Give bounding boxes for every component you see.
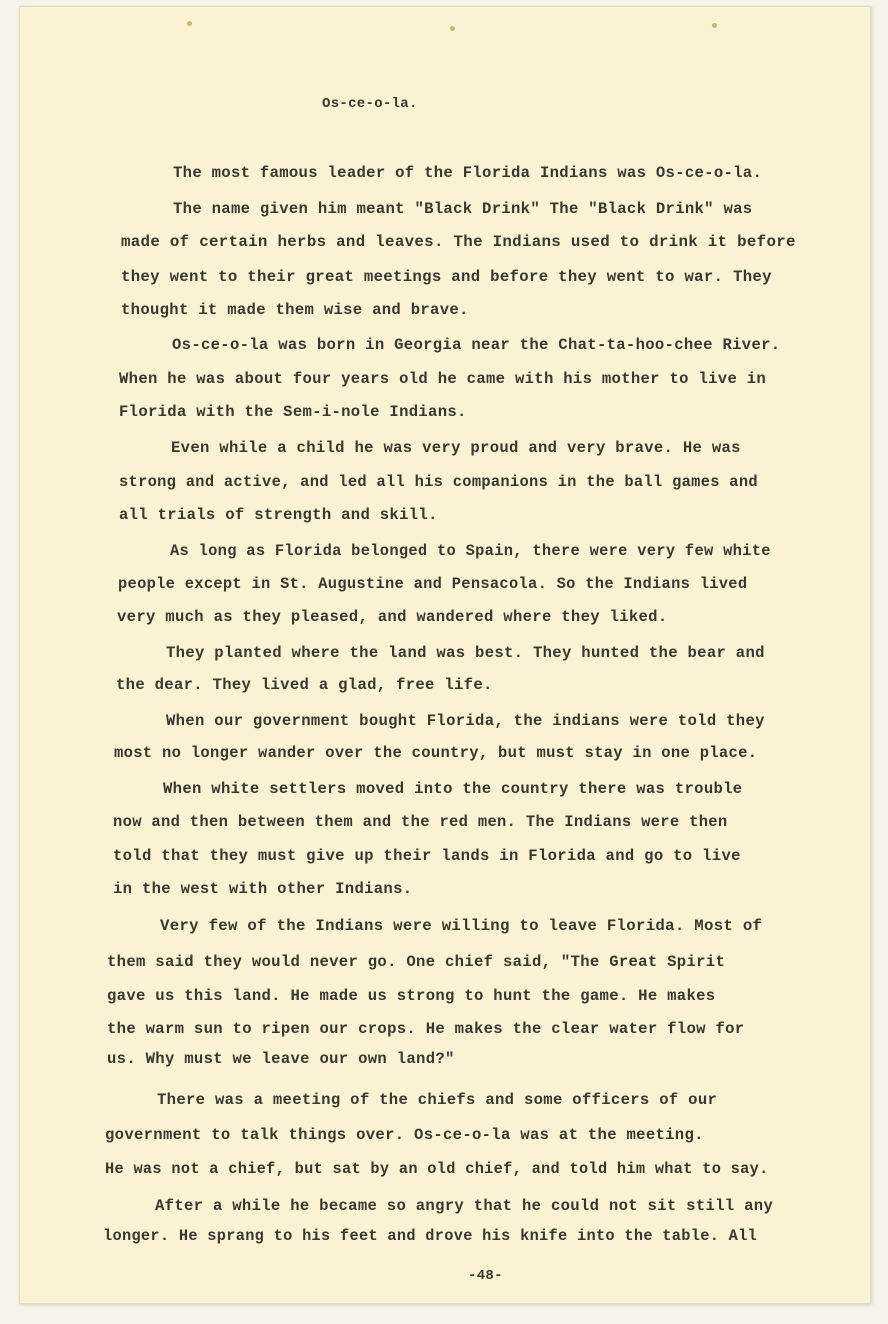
text-line: thought it made them wise and brave. <box>121 301 469 319</box>
text-line: The most famous leader of the Florida Indians was Os-ce-o-la. <box>173 164 763 182</box>
text-line: When he was about four years old he came with his mother to live in <box>119 370 767 388</box>
text-line: Even while a child he was very proud and very brave. He was <box>171 439 741 457</box>
binding-hole <box>450 26 455 31</box>
text-line: strong and active, and led all his companions in the ball games and <box>119 473 758 491</box>
text-line: most no longer wander over the country, but must stay in one place. <box>114 744 758 762</box>
text-line: The name given him meant "Black Drink" The "Black Drink" was <box>173 200 753 218</box>
text-line: in the west with other Indians. <box>113 880 413 898</box>
text-line: they went to their great meetings and before they went to war. They <box>121 268 772 286</box>
text-line: the warm sun to ripen our crops. He makes the clear water flow for <box>107 1020 745 1038</box>
text-line: There was a meeting of the chiefs and some officers of our <box>157 1091 718 1109</box>
binding-hole <box>712 23 717 28</box>
text-line: us. Why must we leave our own land?" <box>107 1050 455 1068</box>
text-line: Os-ce-o-la was born in Georgia near the Chat-ta-hoo-chee River. <box>172 336 781 354</box>
text-line: very much as they pleased, and wandered where they liked. <box>117 608 668 626</box>
binding-hole <box>187 21 192 26</box>
text-line: Very few of the Indians were willing to leave Florida. Most of <box>160 917 763 935</box>
text-line: all trials of strength and skill. <box>119 506 438 524</box>
text-line: When our government bought Florida, the indians were told they <box>166 712 765 730</box>
text-line: government to talk things over. Os-ce-o-la was at the meeting. <box>105 1126 704 1144</box>
text-line: told that they must give up their lands in Florida and go to live <box>113 847 741 865</box>
text-line: the dear. They lived a glad, free life. <box>116 676 493 694</box>
text-line: now and then between them and the red men. The Indians were then <box>113 813 728 831</box>
text-line: He was not a chief, but sat by an old chief, and told him what to say. <box>105 1160 769 1178</box>
text-line: Florida with the Sem-i-nole Indians. <box>119 403 467 421</box>
text-line: After a while he became so angry that he could not sit still any <box>155 1197 774 1215</box>
text-line: As long as Florida belonged to Spain, there were very few white <box>170 542 771 560</box>
text-line: longer. He sprang to his feet and drove his knife into the table. All <box>103 1227 758 1245</box>
text-line: They planted where the land was best. They hunted the bear and <box>166 644 765 662</box>
text-line: gave us this land. He made us strong to hunt the game. He makes <box>107 987 716 1005</box>
text-line: people except in St. Augustine and Pensacola. So the Indians lived <box>118 575 748 593</box>
document-title: Os-ce-o-la. <box>322 96 418 112</box>
text-line: them said they would never go. One chief said, "The Great Spirit <box>107 953 726 971</box>
text-line: made of certain herbs and leaves. The Indians used to drink it before <box>121 233 796 251</box>
text-line: When white settlers moved into the country there was trouble <box>163 780 743 798</box>
page-number: -48- <box>468 1268 503 1284</box>
